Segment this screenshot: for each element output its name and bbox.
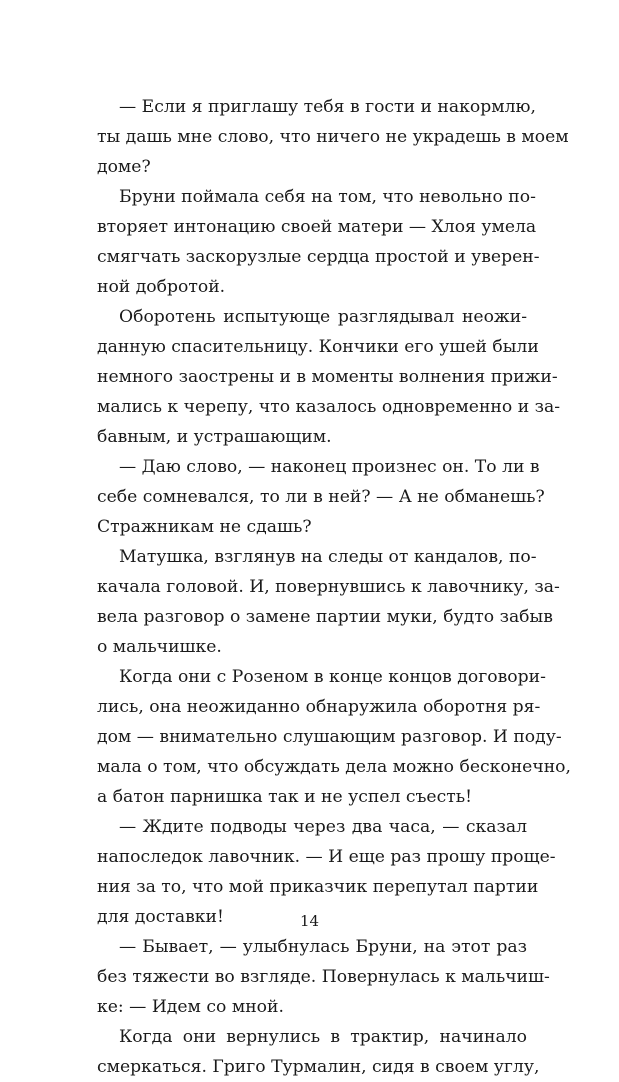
text-line: ния за то, что мой приказчик перепутал партии <box>97 877 539 897</box>
text-line: данную спасительницу. Кончики его ушей были <box>97 337 539 357</box>
text-line: себе сомневался, то ли в ней? — А не обманешь? <box>97 487 545 507</box>
text-line: мались к черепу, что казалось одновременно и за- <box>97 397 561 417</box>
text-line: Бруни поймала себя на том, что невольно по- <box>119 187 536 207</box>
text-line: ты дашь мне слово, что ничего не украдешь в моем <box>97 127 569 147</box>
text-line: — Ждите подводы через два часа, — сказал <box>119 817 527 837</box>
page-number: 14 <box>299 912 320 930</box>
text-line: — Бывает, — улыбнулась Бруни, на этот раз <box>119 937 527 957</box>
text-line: — Даю слово, — наконец произнес он. То ли в <box>119 457 540 477</box>
text-line: вторяет интонацию своей матери — Хлоя умела <box>97 217 537 237</box>
text-line: а батон парнишка так и не успел съесть! <box>97 787 472 807</box>
text-line: ке: — Идем со мной. <box>97 997 284 1017</box>
text-line: напоследок лавочник. — И еще раз прошу проще- <box>97 847 556 867</box>
text-line: Стражникам не сдашь? <box>97 517 312 537</box>
text-line: Матушка, взглянув на следы от кандалов, по- <box>119 547 537 567</box>
text-line: немного заострены и в моменты волнения прижи- <box>97 367 558 387</box>
text-line: Когда они с Розеном в конце концов договори- <box>119 667 546 687</box>
text-line: мала о том, что обсуждать дела можно бесконечно, <box>97 757 571 777</box>
text-line: смягчать заскорузлые сердца простой и уверен- <box>97 247 540 267</box>
text-line: смеркаться. Григо Турмалин, сидя в своем углу, <box>97 1057 540 1077</box>
text-line: о мальчишке. <box>97 637 222 657</box>
body-text <box>97 92 571 1082</box>
text-line: — Если я приглашу тебя в гости и накормлю, <box>119 97 536 117</box>
text-line: без тяжести во взгляде. Повернулась к мальчиш- <box>97 967 550 987</box>
text-line: дом — внимательно слушающим разговор. И поду- <box>97 727 562 747</box>
text-line: вела разговор о замене партии муки, будто забыв <box>97 607 553 627</box>
text-line: доме? <box>97 157 151 177</box>
text-line: ной добротой. <box>97 277 226 297</box>
text-line: лись, она неожиданно обнаружила оборотня ря- <box>97 697 541 717</box>
text-line: бавным, и устрашающим. <box>97 427 332 447</box>
text-line: для доставки! <box>97 907 224 927</box>
text-line: Когда они вернулись в трактир, начинало <box>119 1027 527 1047</box>
text-line: Оборотень испытующе разглядывал неожи- <box>119 307 527 327</box>
text-line: качала головой. И, повернувшись к лавочнику, за- <box>97 577 560 597</box>
